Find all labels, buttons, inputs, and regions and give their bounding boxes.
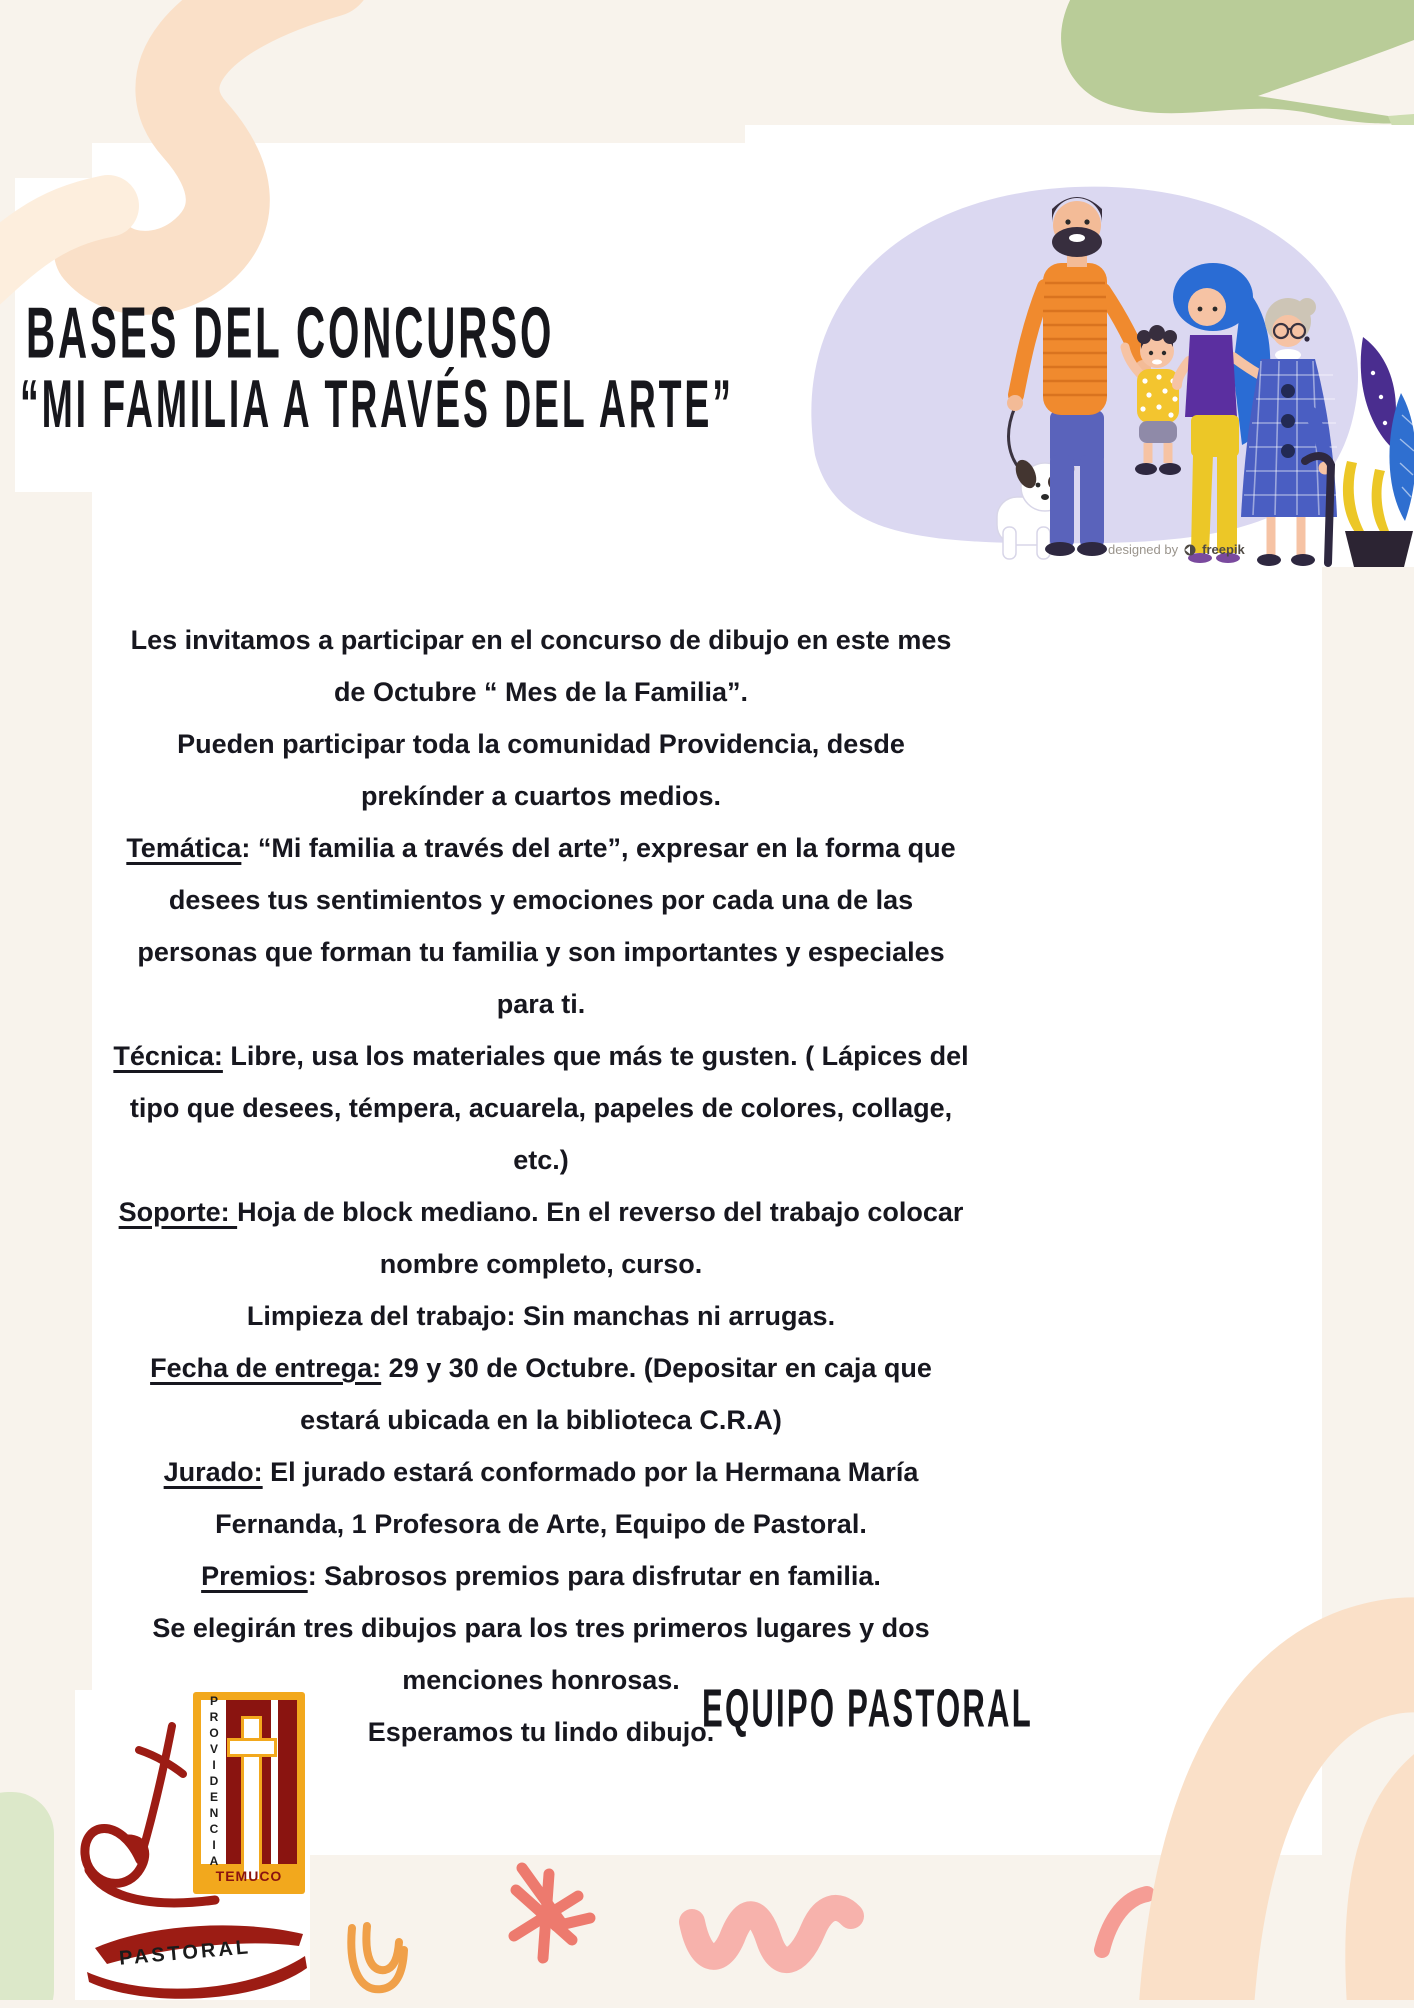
poster-title-line2: “MI FAMILIA A TRAVÉS DEL ARTE” (20, 367, 734, 443)
body-text-run: personas que forman tu familia y son importantes y especiales (137, 937, 945, 967)
body-line (45, 1082, 1037, 1134)
body-line (45, 1394, 1037, 1446)
body-text-run: : Sabrosos premios para disfrutar en familia. (307, 1561, 881, 1591)
body-text-run: Libre, usa los materiales que más te gusten. ( Lápices del (222, 1041, 969, 1071)
poster-title-line1: BASES DEL CONCURSO (26, 291, 555, 374)
body-line (45, 1238, 1037, 1290)
body-text-run: tipo que desees, témpera, acuarela, papeles de colores, collage, (129, 1093, 953, 1123)
logo-city-text: TEMUCO (215, 1868, 283, 1884)
body-text-run: Les invitamos a participar en el concurso de dibujo en este mes (130, 625, 952, 655)
logo-banner-text: PASTORAL (118, 1936, 252, 1970)
body-text-run: Técnica: (113, 1041, 223, 1071)
body-line (45, 718, 1037, 770)
body-line (45, 926, 1037, 978)
body-line (45, 1186, 1037, 1238)
body-text-run: Fecha de entrega: (150, 1353, 382, 1383)
body-text-run: Jurado: (163, 1457, 263, 1487)
body-line (45, 978, 1037, 1030)
body-line (45, 874, 1037, 926)
body-text-run: Premios (201, 1561, 308, 1591)
body-line (45, 1030, 1037, 1082)
body-text-run: menciones honrosas. (402, 1665, 680, 1695)
body-line (45, 1342, 1037, 1394)
body-line (45, 770, 1037, 822)
body-text-run: Esperamos tu lindo dibujo. (367, 1717, 715, 1747)
body-text-run: Limpieza del trabajo: Sin manchas ni arrugas. (246, 1301, 836, 1331)
body-line (45, 1550, 1037, 1602)
body-line (45, 1134, 1037, 1186)
body-text-run: Se elegirán tres dibujos para los tres primeros lugares y dos (152, 1613, 930, 1643)
body-text (45, 614, 1037, 1758)
body-text-run: : “Mi familia a través del arte”, expresar en la forma que (241, 833, 956, 863)
body-text-run: para ti. (496, 989, 586, 1019)
body-text-run: Pueden participar toda la comunidad Providencia, desde (177, 729, 905, 759)
body-line (45, 1446, 1037, 1498)
body-text-run: Hoja de block mediano. En el reverso del trabajo colocar (237, 1197, 964, 1227)
body-line (45, 1498, 1037, 1550)
freepik-logo-icon (1183, 543, 1197, 557)
body-text-run: prekínder a cuartos medios. (360, 781, 722, 811)
body-text-run: Temática (126, 833, 242, 863)
body-text-run: Fernanda, 1 Profesora de Arte, Equipo de Pastoral. (215, 1509, 867, 1539)
body-text-run: nombre completo, curso. (379, 1249, 703, 1279)
signature-text: EQUIPO PASTORAL (702, 1678, 1033, 1739)
body-text-run: desees tus sentimientos y emociones por cada una de las (168, 885, 914, 915)
attribution-prefix: designed by (1108, 542, 1179, 557)
body-line (45, 666, 1037, 718)
body-line (45, 1290, 1037, 1342)
body-text-run: Soporte: (118, 1197, 238, 1227)
pastoral-logo (75, 1690, 310, 2000)
logo-vertical-text: PROVIDENCIA (207, 1694, 221, 1870)
attribution-caption (1108, 542, 1245, 557)
body-text-run: El jurado estará conformado por la Hermana María (262, 1457, 919, 1487)
body-line (45, 822, 1037, 874)
body-text-run: 29 y 30 de Octubre. (Depositar en caja que (381, 1353, 932, 1383)
body-line (45, 614, 1037, 666)
body-text-run: etc.) (513, 1145, 569, 1175)
body-text-run: estará ubicada en la biblioteca C.R.A) (300, 1405, 782, 1435)
body-line (45, 1602, 1037, 1654)
heart-cross-swirl-icon (75, 1720, 310, 1945)
attribution-brand: freepik (1202, 542, 1245, 557)
body-text-run: de Octubre “ Mes de la Familia”. (333, 677, 749, 707)
